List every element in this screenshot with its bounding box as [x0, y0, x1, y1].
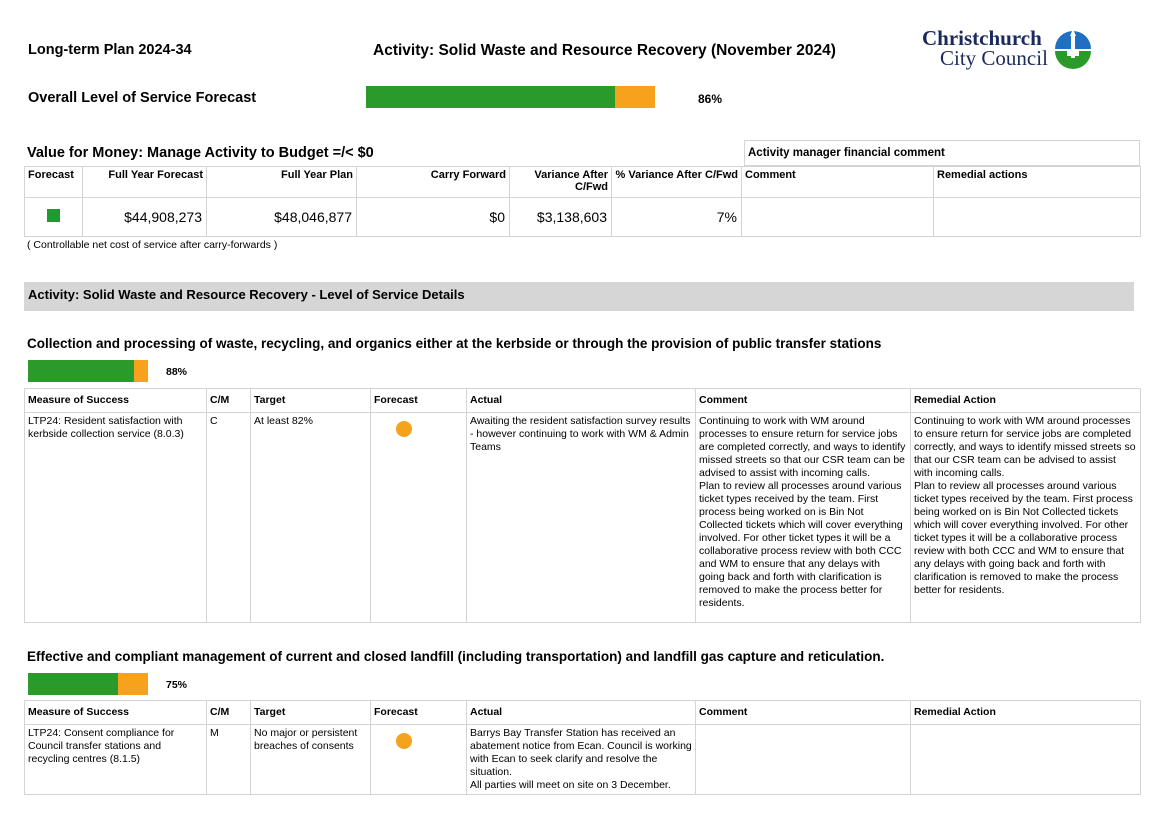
col-remedial-action: Remedial Action [911, 701, 1141, 725]
group1-title: Collection and processing of waste, recycling, and organics either at the kerbside or through the provision of public transfer stations [27, 336, 882, 351]
col-comment: Comment [742, 167, 934, 198]
col-target: Target [251, 389, 371, 413]
col-forecast: Forecast [371, 389, 467, 413]
finance-data-row [25, 198, 1141, 237]
forecast-status-cell [25, 198, 83, 237]
col-variance: Variance After C/Fwd [510, 167, 612, 198]
col-comment: Comment [696, 701, 911, 725]
finance-table [24, 166, 1141, 237]
col-forecast: Forecast [371, 701, 467, 725]
group1-bar [28, 360, 148, 382]
group1-percent: 88% [166, 366, 188, 378]
comment-cell: Continuing to work with WM around processes to ensure return for service jobs are completed correctly, and ways to identify missed streets so that our CSR team can be advised to assist with incoming calls. Plan to review all processes around various ticket types received by the team. First process being worked on is Bin Not Collected tickets which will cover everything involved. For other ticket types it will be a collaborative process review with both CCC and WM to ensure that any delays with going back and forth with clarification is removed to make the process better for residents. [696, 413, 911, 623]
activity-title: Activity: Solid Waste and Resource Recovery (November 2024) [373, 42, 836, 59]
variance-value: $3,138,603 [510, 198, 612, 237]
section-banner: Activity: Solid Waste and Resource Recovery - Level of Service Details [24, 282, 1134, 311]
group1-bar-orange [134, 360, 148, 382]
logo-line1: Christchurch [922, 26, 1042, 50]
group1-bar-green [28, 360, 134, 382]
logo-line2: City Council [940, 46, 1048, 70]
col-full-year-plan: Full Year Plan [207, 167, 357, 198]
col-remedial-action: Remedial Action [911, 389, 1141, 413]
carry-forward-value: $0 [357, 198, 510, 237]
manager-comment-header [744, 140, 1140, 166]
finance-header-row [25, 167, 1141, 198]
col-pct-variance: % Variance After C/Fwd [612, 167, 742, 198]
overall-forecast-bar [366, 86, 655, 108]
overall-percent: 86% [698, 92, 723, 106]
full-year-forecast-value: $44,908,273 [83, 198, 207, 237]
group1-table [24, 388, 1141, 623]
target-cell: No major or persistent breaches of consents [251, 725, 371, 795]
group2-bar-orange [118, 673, 148, 695]
group1-data-row [25, 413, 1141, 623]
col-forecast: Forecast [25, 167, 83, 198]
col-actual: Actual [467, 389, 696, 413]
group2-bar-green [28, 673, 118, 695]
value-for-money-title: Value for Money: Manage Activity to Budget =/< $0 [27, 145, 374, 161]
target-cell: At least 82% [251, 413, 371, 623]
plan-title: Long-term Plan 2024-34 [28, 42, 192, 58]
overall-bar-green [366, 86, 615, 108]
col-measure: Measure of Success [25, 389, 207, 413]
group2-percent: 75% [166, 679, 188, 691]
col-cm: C/M [207, 389, 251, 413]
actual-cell: Barrys Bay Transfer Station has received an abatement notice from Ecan. Council is working with Ecan to seek clarify and resolve the situation. All parties will meet on site on 3 December. [467, 725, 696, 795]
forecast-status-dot [396, 733, 412, 749]
forecast-cell [371, 413, 467, 623]
forecast-status-square [47, 209, 60, 222]
col-target: Target [251, 701, 371, 725]
cathedral-emblem-icon [1052, 28, 1094, 70]
finance-note: ( Controllable net cost of service after carry-forwards ) [27, 239, 278, 251]
remedial-value [934, 198, 1141, 237]
pct-variance-value: 7% [612, 198, 742, 237]
col-actual: Actual [467, 701, 696, 725]
full-year-plan-value: $48,046,877 [207, 198, 357, 237]
cm-cell: M [207, 725, 251, 795]
group2-bar [28, 673, 148, 695]
group2-data-row [25, 725, 1141, 795]
measure-cell: LTP24: Resident satisfaction with kerbside collection service (8.0.3) [25, 413, 207, 623]
council-logo [918, 26, 1098, 74]
forecast-cell [371, 725, 467, 795]
manager-comment-title: Activity manager financial comment [745, 141, 1140, 166]
col-remedial: Remedial actions [934, 167, 1141, 198]
measure-cell: LTP24: Consent compliance for Council transfer stations and recycling centres (8.1.5) [25, 725, 207, 795]
comment-cell [696, 725, 911, 795]
col-measure: Measure of Success [25, 701, 207, 725]
overall-forecast-label: Overall Level of Service Forecast [28, 90, 257, 106]
remedial-cell [911, 725, 1141, 795]
cm-cell: C [207, 413, 251, 623]
overall-bar-orange [615, 86, 655, 108]
col-carry-forward: Carry Forward [357, 167, 510, 198]
group2-header-row [25, 701, 1141, 725]
comment-value [742, 198, 934, 237]
forecast-status-dot [396, 421, 412, 437]
group2-table [24, 700, 1141, 795]
col-cm: C/M [207, 701, 251, 725]
group2-title: Effective and compliant management of current and closed landfill (including transportation) and landfill gas capture and reticulation. [27, 649, 885, 664]
actual-cell: Awaiting the resident satisfaction survey results - however continuing to work with WM & Admin Teams [467, 413, 696, 623]
remedial-cell: Continuing to work with WM around processes to ensure return for service jobs are completed correctly, and ways to identify missed streets so that our CSR team can be advised to assist with incoming calls. Plan to review all processes around various ticket types received by the team. First process being worked on is Bin Not Collected tickets which will cover everything involved. For other ticket types it will be a collaborative process review with both CCC and WM to ensure that any delays with going back and forth with clarification is removed to make the process better for residents. [911, 413, 1141, 623]
col-comment: Comment [696, 389, 911, 413]
col-full-year-forecast: Full Year Forecast [83, 167, 207, 198]
group1-header-row [25, 389, 1141, 413]
